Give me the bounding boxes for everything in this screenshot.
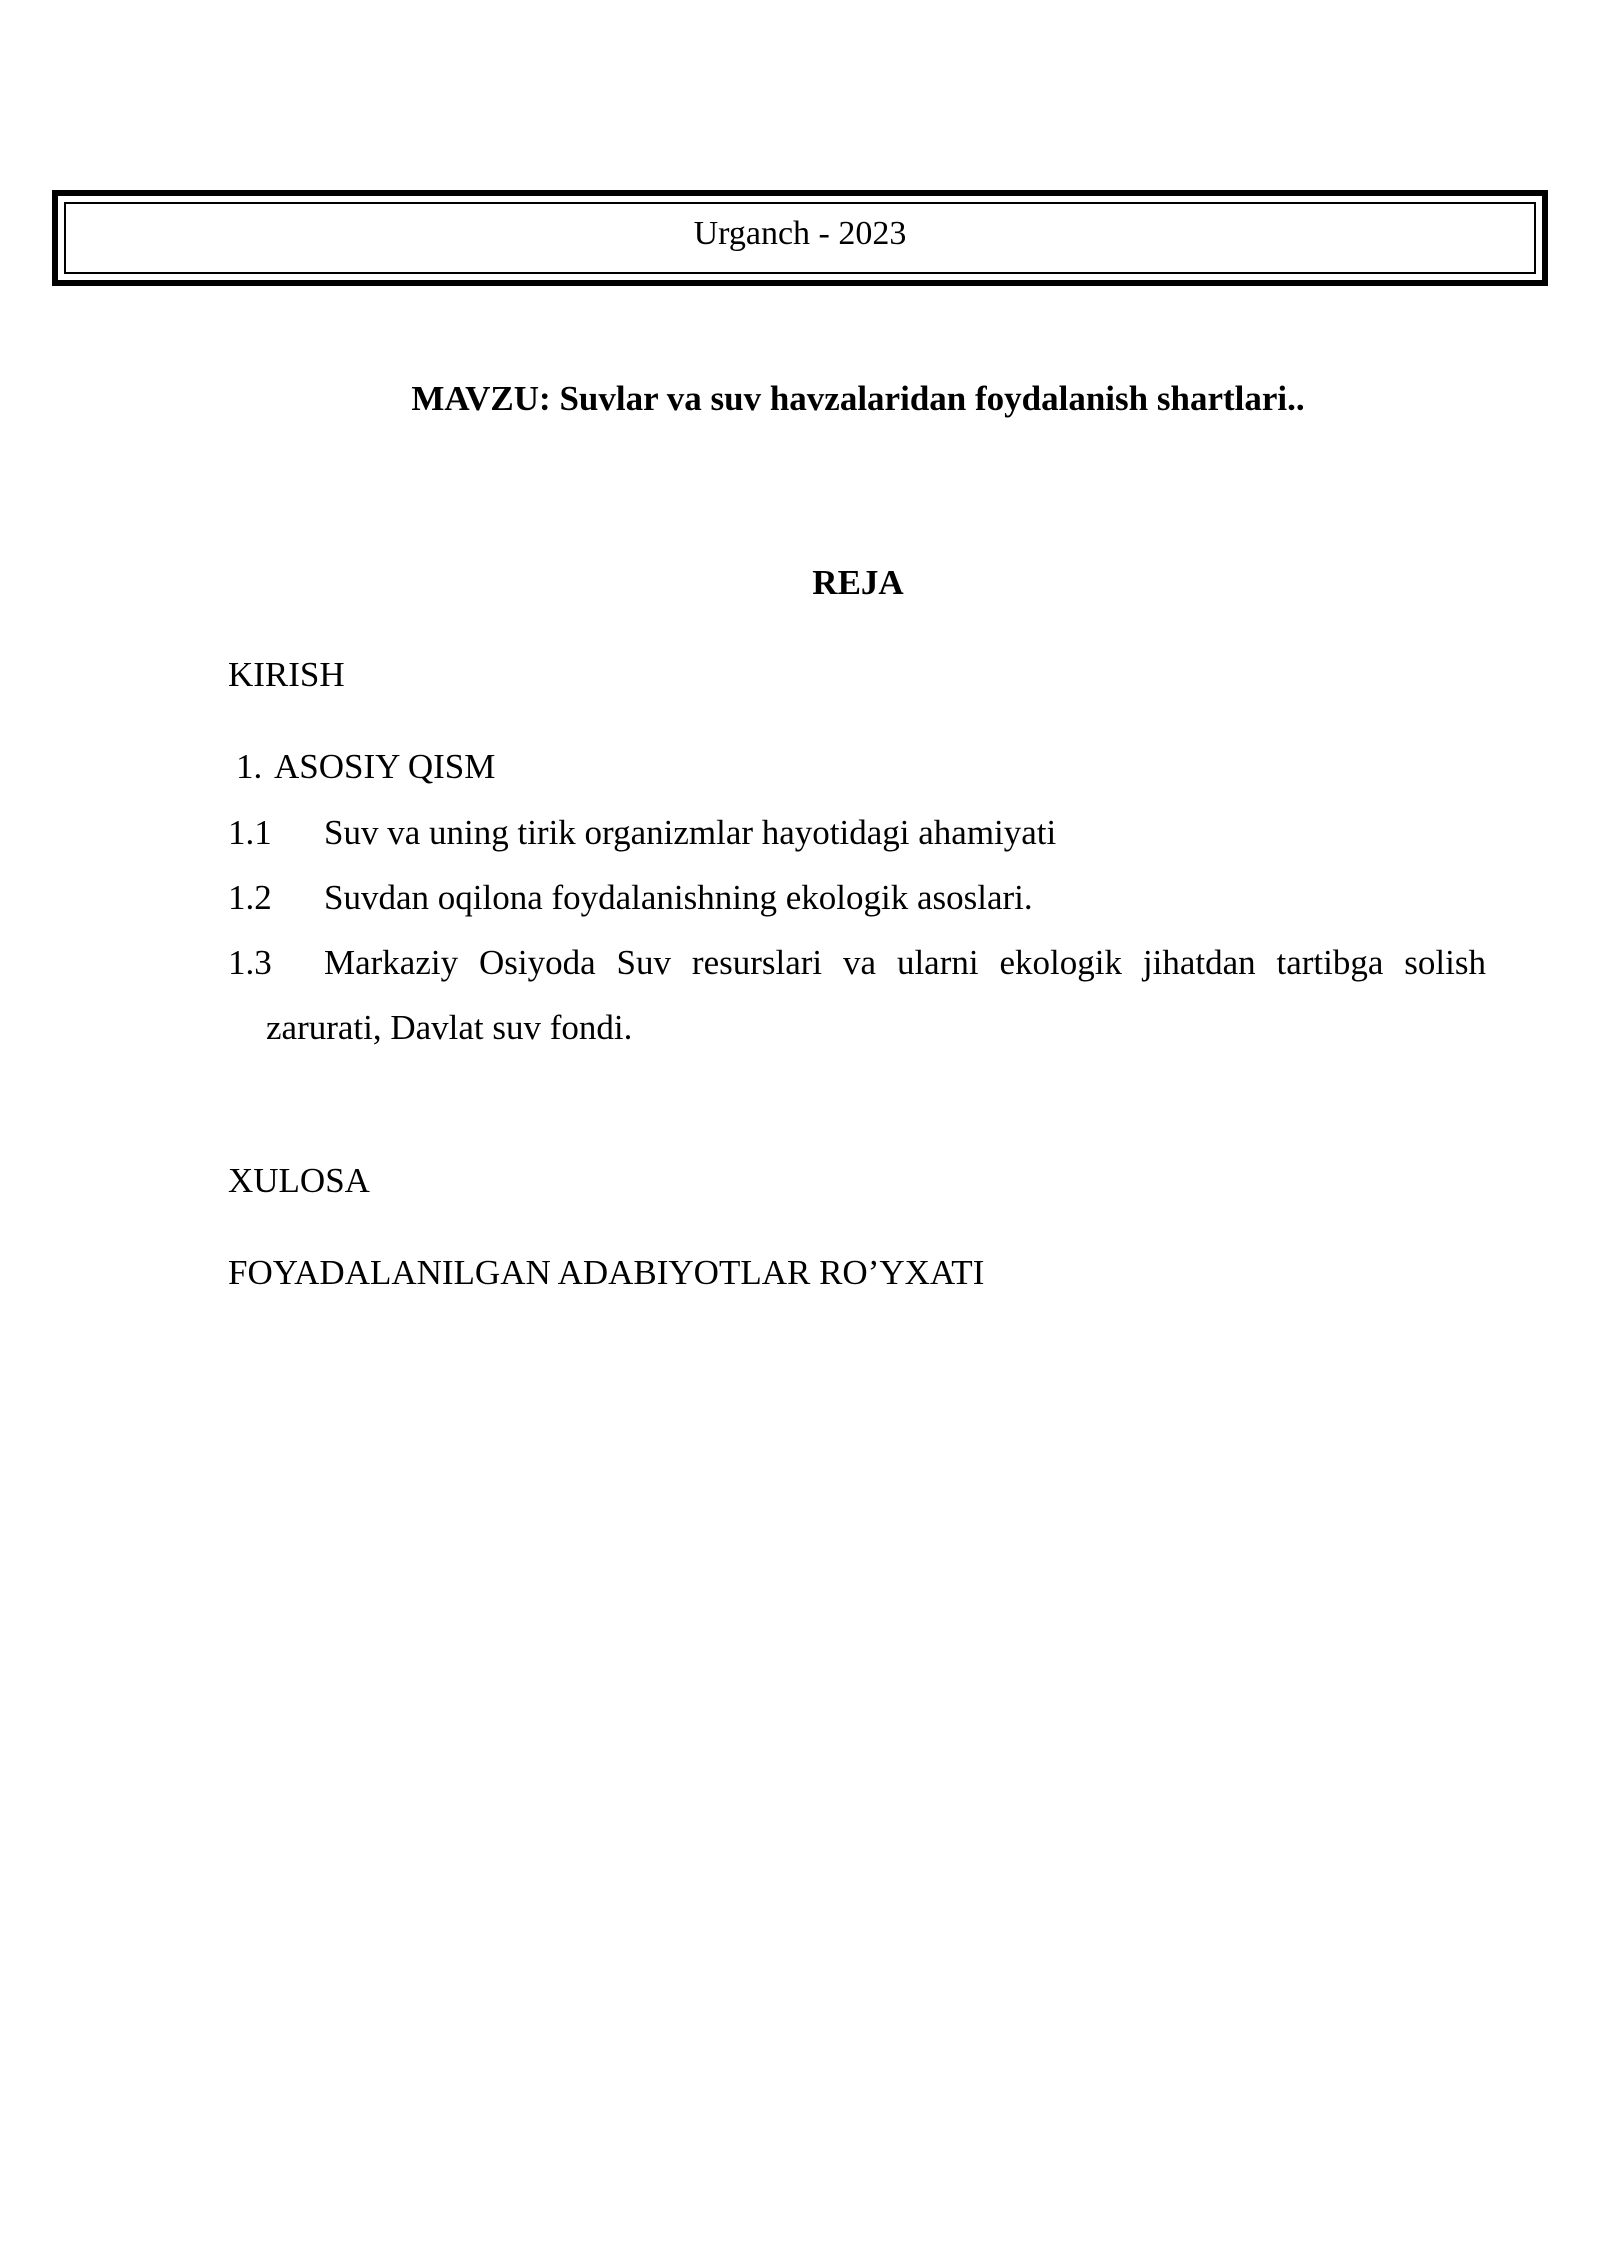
plan-main-part bbox=[236, 746, 495, 788]
header-frame-inner bbox=[64, 202, 1536, 274]
plan-sub-item bbox=[228, 800, 1486, 865]
main-part-number: 1. bbox=[236, 747, 263, 786]
plan-sub-item bbox=[228, 865, 1486, 930]
sub-item-number: 1.3 bbox=[228, 943, 272, 982]
topic-title: MAVZU: Suvlar va suv havzalaridan foydalanish shartlari.. bbox=[411, 379, 1305, 418]
place-year: Urganch - 2023 bbox=[693, 215, 907, 252]
sub-item-number: 1.2 bbox=[228, 878, 272, 917]
sub-item-line1 bbox=[228, 930, 1486, 995]
header-frame bbox=[52, 190, 1548, 286]
sub-item-continuation: zarurati, Davlat suv fondi. bbox=[266, 1008, 633, 1047]
plan-conclusion: XULOSA bbox=[228, 1161, 370, 1200]
plan-sub-item bbox=[228, 930, 1486, 1060]
sub-item-text: Suv va uning tirik organizmlar hayotidagi ahamiyati bbox=[324, 813, 1057, 852]
sub-item-text: Markaziy Osiyoda Suv resurslari va ularni ekologik jihatdan tartibga solish bbox=[324, 943, 1486, 982]
sub-item-text: Suvdan oqilona foydalanishning ekologik asoslari. bbox=[324, 878, 1033, 917]
plan-references: FOYADALANILGAN ADABIYOTLAR RO’YXATI bbox=[228, 1253, 985, 1292]
plan-intro: KIRISH bbox=[228, 655, 345, 694]
sub-item-number: 1.1 bbox=[228, 813, 272, 852]
main-part-label: ASOSIY QISM bbox=[274, 747, 496, 786]
plan-heading: REJA bbox=[812, 563, 904, 602]
